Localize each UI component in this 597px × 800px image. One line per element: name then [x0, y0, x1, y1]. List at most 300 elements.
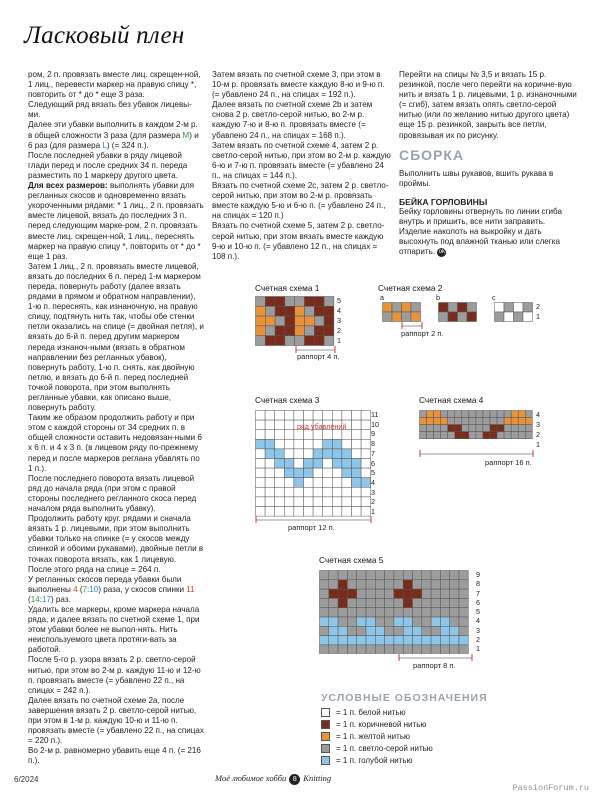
chart-cell [342, 487, 352, 497]
chart-cell [448, 432, 455, 439]
chart-cell [352, 430, 362, 440]
chart-cell [295, 336, 305, 346]
chart-cell [434, 425, 441, 432]
chart-cell [469, 425, 476, 432]
chart-cell [342, 459, 352, 469]
chart-cell [422, 608, 431, 617]
chart-cell [490, 411, 497, 418]
chart-cell [357, 608, 366, 617]
chart-cell [332, 497, 342, 507]
chart-cell [385, 589, 394, 598]
chart-cell [256, 439, 266, 449]
chart-cell [352, 507, 362, 517]
chart-cell [265, 459, 275, 469]
chart-cell [256, 497, 266, 507]
chart-cell [514, 303, 524, 313]
chart-cell [440, 617, 449, 626]
chart-cell [440, 589, 449, 598]
chart-cell [440, 598, 449, 607]
chart-cell [320, 645, 329, 654]
chart-cell [394, 580, 403, 589]
chart-cell [295, 306, 305, 316]
chart-cell [483, 418, 490, 425]
chart-cell [332, 478, 342, 488]
scheme-2c-label: c [492, 293, 496, 302]
chart-cell [361, 439, 371, 449]
chart-cell [284, 478, 294, 488]
chart-cell [459, 617, 468, 626]
chart-cell [275, 507, 285, 517]
chart-cell [314, 297, 324, 307]
chart-cell [323, 411, 333, 421]
chart-cell [329, 589, 338, 598]
subsection-title: БЕЙКА ГОРЛОВИНЫ [399, 196, 488, 207]
rapport-bracket [419, 450, 535, 458]
chart-cell [357, 598, 366, 607]
chart-cell [403, 580, 412, 589]
chart-cell [305, 316, 315, 326]
paragraph: После последней убавки в ряду лицевой глади перед и после средних 34 п. переда разместить по 1 маркеру другого цвета. [28, 150, 188, 180]
chart-cell [256, 316, 266, 326]
chart-cell [304, 459, 314, 469]
chart-cell [462, 411, 469, 418]
chart-cell [352, 459, 362, 469]
chart-cell [329, 645, 338, 654]
chart-cell [332, 459, 342, 469]
chart-cell [347, 571, 356, 580]
chart-cell [352, 468, 362, 478]
chart-cell [383, 312, 393, 322]
chart-cell [403, 636, 412, 645]
chart-cell [375, 645, 384, 654]
chart-cell [265, 507, 275, 517]
chart-cell [476, 432, 483, 439]
chart-cell [366, 608, 375, 617]
size-l: L [102, 140, 107, 150]
chart-cell [323, 507, 333, 517]
chart-cell [427, 425, 434, 432]
chart-cell [338, 608, 347, 617]
chart-cell [265, 487, 275, 497]
chart-cell [329, 580, 338, 589]
chart-cell [483, 432, 490, 439]
chart-cell [427, 411, 434, 418]
chart-cell [495, 312, 505, 322]
chart-cell [504, 312, 514, 322]
paragraph: Во 2-м р. равномерно убавить еще 4 п. (= 216 п.). [28, 746, 201, 766]
chart-cell [450, 645, 459, 654]
chart-cell [439, 312, 449, 322]
chart-cell [497, 432, 504, 439]
chart-cell [441, 418, 448, 425]
chart-cell [427, 432, 434, 439]
chart-cell [450, 626, 459, 635]
chart-cell [495, 303, 505, 313]
scheme-3-label: Счетная схема 3 [255, 395, 320, 405]
chart-cell [375, 589, 384, 598]
chart-cell [455, 432, 462, 439]
decrease-row-note: ряд убавлений [297, 422, 347, 431]
chart-cell [332, 449, 342, 459]
scheme-2b-grid [438, 302, 478, 322]
chart-cell [361, 411, 371, 421]
chart-cell [304, 439, 314, 449]
chart-cell [458, 312, 468, 322]
watermark: PassionForum.ru [512, 783, 589, 793]
chart-cell [394, 645, 403, 654]
chart-cell [431, 580, 440, 589]
paragraph: Бейку горловины отвернуть по линии сгиба внутрь и пришить, все нити заправить. Изделие наколоть на выкройку и дать высохнуть под влажной тканью или слегка отпарить. ok [399, 206, 562, 257]
chart-cell [403, 571, 412, 580]
chart-cell [403, 645, 412, 654]
chart-cell [320, 589, 329, 598]
chart-cell [338, 617, 347, 626]
chart-cell [375, 636, 384, 645]
chart-cell [295, 297, 305, 307]
chart-cell [347, 608, 356, 617]
chart-cell [422, 571, 431, 580]
chart-cell [284, 497, 294, 507]
chart-cell [403, 617, 412, 626]
section-title-assembly: СБОРКА [399, 146, 465, 163]
chart-cell [320, 580, 329, 589]
chart-cell [313, 478, 323, 488]
scheme-5-rows: 9 8 7 6 5 4 3 2 1 [476, 570, 480, 654]
chart-cell [490, 418, 497, 425]
scheme-2-rapport: раппорт 2 п. [401, 329, 444, 338]
chart-cell [431, 571, 440, 580]
chart-cell [366, 598, 375, 607]
chart-cell [347, 626, 356, 635]
chart-cell [329, 598, 338, 607]
chart-cell [392, 312, 402, 322]
chart-cell [265, 449, 275, 459]
chart-cell [469, 432, 476, 439]
chart-cell [256, 326, 266, 336]
chart-cell [285, 316, 295, 326]
chart-cell [422, 626, 431, 635]
chart-cell [256, 468, 266, 478]
chart-cell [305, 326, 315, 336]
chart-cell [295, 326, 305, 336]
chart-cell [469, 411, 476, 418]
chart-cell [313, 507, 323, 517]
chart-cell [332, 411, 342, 421]
chart-cell [275, 420, 285, 430]
chart-cell [525, 432, 532, 439]
chart-cell [294, 449, 304, 459]
magazine-footer: Моё любимое хобби 8 Knitting [215, 773, 332, 783]
chart-cell [458, 303, 468, 313]
chart-cell [413, 636, 422, 645]
chart-cell [462, 425, 469, 432]
chart-cell [357, 636, 366, 645]
chart-cell [394, 571, 403, 580]
chart-cell [284, 430, 294, 440]
chart-cell [422, 598, 431, 607]
chart-cell [323, 459, 333, 469]
chart-cell [361, 449, 371, 459]
chart-cell [275, 459, 285, 469]
chart-cell [440, 626, 449, 635]
scheme-3-rapport: раппорт 12 п. [288, 523, 335, 532]
chart-cell [256, 411, 266, 421]
chart-cell [439, 303, 449, 313]
chart-cell [265, 497, 275, 507]
chart-cell [338, 598, 347, 607]
scheme-5-label: Счетная схема 5 [319, 555, 384, 565]
chart-cell [448, 411, 455, 418]
chart-cell [284, 420, 294, 430]
scheme-2a-label: a [380, 293, 384, 302]
chart-cell [323, 487, 333, 497]
chart-cell [342, 478, 352, 488]
chart-cell [332, 430, 342, 440]
paragraph: Выполнить швы рукавов, вшить рукава в проймы. [399, 168, 554, 188]
chart-cell [525, 425, 532, 432]
chart-cell [338, 580, 347, 589]
chart-cell [375, 571, 384, 580]
chart-cell [361, 468, 371, 478]
scheme-2b-label: b [436, 293, 440, 302]
chart-cell [459, 580, 468, 589]
chart-cell [285, 306, 295, 316]
chart-cell [256, 297, 266, 307]
chart-cell [256, 336, 266, 346]
chart-cell [450, 571, 459, 580]
chart-cell [431, 626, 440, 635]
chart-cell [285, 336, 295, 346]
chart-cell [518, 418, 525, 425]
chart-cell [402, 312, 412, 322]
chart-cell [375, 626, 384, 635]
chart-cell [455, 411, 462, 418]
chart-cell [357, 571, 366, 580]
chart-cell [347, 589, 356, 598]
chart-cell [305, 306, 315, 316]
chart-cell [394, 598, 403, 607]
chart-cell [342, 449, 352, 459]
scheme-4-label: Счетная схема 4 [419, 395, 484, 405]
chart-cell [361, 430, 371, 440]
chart-cell [256, 306, 266, 316]
chart-cell [314, 306, 324, 316]
chart-cell [411, 303, 421, 313]
chart-cell [420, 432, 427, 439]
chart-cell [332, 439, 342, 449]
chart-cell [434, 411, 441, 418]
chart-cell [431, 589, 440, 598]
chart-cell [450, 636, 459, 645]
chart-cell [394, 617, 403, 626]
chart-cell [323, 478, 333, 488]
chart-cell [403, 598, 412, 607]
chart-cell [304, 468, 314, 478]
issue-number: 6/2024 [14, 775, 39, 784]
paragraph: ром, 2 п. провязать вместе лиц. скрещен-ной, 1 лиц., перевести маркер на правую спицу *, повторить от * до * еще 3 раза. [28, 70, 201, 100]
chart-cell [338, 589, 347, 598]
chart-cell [265, 420, 275, 430]
chart-cell [320, 571, 329, 580]
chart-cell [332, 468, 342, 478]
chart-cell [352, 420, 362, 430]
paragraph: Следующий ряд вязать без убавок лицевы-ми. [28, 100, 192, 120]
end-mark-icon: ok [438, 248, 446, 255]
chart-cell [366, 580, 375, 589]
paragraph: После последнего поворота вязать лицевой ряд до начала ряда (при этом с правой стороны последнего регланного скоса перед началом ряда выполнить убавку). [28, 473, 197, 514]
chart-cell [275, 316, 285, 326]
chart-cell [342, 507, 352, 517]
chart-cell [347, 617, 356, 626]
chart-cell [434, 418, 441, 425]
text-column-1 [28, 70, 204, 766]
chart-cell [394, 589, 403, 598]
chart-cell [357, 617, 366, 626]
chart-cell [450, 598, 459, 607]
chart-cell [304, 487, 314, 497]
chart-cell [304, 507, 314, 517]
paragraph: Затем 1 лиц., 2 п. провязать вместе лицевой, вязать до последних 6 п. перед 1-м маркером переда, повернуть работу (далее вязать рядами в прямом и обратном направлении), 1-ю п. переснять, как изнаночную, на правую спицу, подтянуть нить так, чтобы обе стенки петли оказались на спице (= двойная петля), и вязать до 6-й п. перед другим маркером переда изнаноч-ными (вязать в обратном направлении без регланных убавок), повернуть работу, 1-ю п. снять, как двойную петлю, и вязать до 6-й п. перед последней точкой поворота, при этом выполнять регланные убавки, как описано выше, повернуть работу. [28, 261, 204, 413]
paragraph: Таким же образом продолжить работу и при этом с каждой стороны от 34 средних п. в общей сложности оставить недовязан-ными 6 х 6 п. и 4 х 3 п. (в лицевом ряду по-прежнему перед и после маркеров реглана убавлять по 1 п.). [28, 413, 202, 473]
chart-cell [375, 617, 384, 626]
chart-cell [275, 497, 285, 507]
chart-cell [431, 617, 440, 626]
chart-cell [413, 626, 422, 635]
chart-cell [265, 468, 275, 478]
chart-cell [275, 306, 285, 316]
chart-cell [284, 439, 294, 449]
legend-item-yellow: = 1 п. желтой нитью [321, 732, 410, 742]
chart-cell [294, 459, 304, 469]
chart-cell [275, 478, 285, 488]
chart-cell [394, 636, 403, 645]
chart-cell [361, 478, 371, 488]
chart-cell [313, 487, 323, 497]
chart-cell [284, 449, 294, 459]
chart-cell [403, 626, 412, 635]
chart-cell [305, 297, 315, 307]
chart-cell [265, 430, 275, 440]
chart-cell [403, 589, 412, 598]
chart-cell [440, 571, 449, 580]
chart-cell [275, 411, 285, 421]
legend-item-lightgrey: = 1 п. светло-серой нитью [321, 744, 433, 754]
chart-cell [459, 636, 468, 645]
chart-cell [256, 430, 266, 440]
chart-cell [320, 636, 329, 645]
text-column-3 [399, 70, 579, 257]
chart-cell [256, 459, 266, 469]
chart-cell [411, 312, 421, 322]
chart-cell [459, 571, 468, 580]
chart-cell [413, 589, 422, 598]
chart-cell [413, 571, 422, 580]
chart-cell [265, 316, 275, 326]
chart-cell [375, 580, 384, 589]
chart-cell [504, 418, 511, 425]
chart-cell [366, 571, 375, 580]
chart-cell [525, 411, 532, 418]
chart-cell [294, 478, 304, 488]
chart-cell [314, 316, 324, 326]
chart-cell [413, 608, 422, 617]
chart-cell [385, 636, 394, 645]
chart-cell [313, 459, 323, 469]
chart-cell [265, 306, 275, 316]
chart-cell [440, 608, 449, 617]
chart-cell [413, 645, 422, 654]
chart-cell [332, 507, 342, 517]
chart-cell [357, 580, 366, 589]
chart-cell [275, 326, 285, 336]
chart-cell [459, 598, 468, 607]
chart-cell [342, 439, 352, 449]
paragraph: Далее вязать по счетной схеме 2a, после завершения вязать 2 р. светло-серой нитью, при этом в 1-м р. каждую 10-ю и 11-ю п. провязать вместе (= убавлено 22 п., на спицах = 220 п.). [28, 695, 204, 746]
chart-cell [294, 439, 304, 449]
chart-cell [383, 303, 393, 313]
chart-cell [265, 478, 275, 488]
chart-cell [338, 645, 347, 654]
chart-cell [366, 626, 375, 635]
paragraph: Удалить все маркеры, кроме маркера начала ряда, и далее вязать по счетной схеме 1, при этом убавки более не выпол-нять. Нить неиспользуемого цвета протяги-вать за работой. [28, 604, 200, 655]
chart-cell [347, 580, 356, 589]
chart-cell [366, 589, 375, 598]
chart-cell [265, 326, 275, 336]
chart-cell [385, 580, 394, 589]
chart-cell [450, 589, 459, 598]
chart-cell [352, 411, 362, 421]
chart-cell [323, 468, 333, 478]
chart-cell [314, 336, 324, 346]
chart-cell [413, 617, 422, 626]
chart-cell [450, 608, 459, 617]
chart-cell [323, 497, 333, 507]
chart-cell [467, 312, 477, 322]
chart-cell [284, 507, 294, 517]
chart-cell [275, 449, 285, 459]
chart-cell [357, 589, 366, 598]
chart-cell [285, 297, 295, 307]
scheme-1-label: Счетная схема 1 [255, 283, 320, 293]
paragraph: Далее вязать по счетной схеме 2b и затем снова 2 р. светло-серой нитью, во 2-м р. каждую 7-ю и 8-ю п. провязать вместе (= убавлено 24 п., на спицах = 168 п.). [212, 100, 373, 140]
chart-cell [497, 425, 504, 432]
chart-cell [441, 411, 448, 418]
paragraph: Продолжить работу круг. рядами и сначала вязать 1 р. лицевыми, при этом выполнить убавки только на спинке (= у скосов между спинкой и обоими рукавами), двойные петли в точках поворота вязать, как 1 лицевую. [28, 514, 204, 564]
chart-cell [304, 449, 314, 459]
paragraph: Затем вязать по счетной схеме 3, при этом в 10-м р. провязать вместе каждую 8-ю и 9-ю п. (= убавлено 24 п., на спицах = 192 п.). [212, 70, 385, 100]
chart-cell [256, 420, 266, 430]
chart-cell [329, 626, 338, 635]
chart-cell [440, 636, 449, 645]
legend-title: УСЛОВНЫЕ ОБОЗНАЧЕНИЯ [321, 692, 488, 704]
chart-cell [256, 487, 266, 497]
chart-cell [431, 636, 440, 645]
chart-cell [448, 312, 458, 322]
chart-cell [450, 580, 459, 589]
chart-cell [361, 507, 371, 517]
chart-cell [294, 497, 304, 507]
chart-cell [431, 608, 440, 617]
chart-cell [420, 425, 427, 432]
chart-cell [323, 449, 333, 459]
chart-cell [402, 303, 412, 313]
scheme-4-rows: 4 3 2 1 [536, 410, 540, 449]
chart-cell [323, 430, 333, 440]
chart-cell [385, 645, 394, 654]
chart-cell [394, 608, 403, 617]
chart-cell [440, 645, 449, 654]
chart-cell [313, 430, 323, 440]
